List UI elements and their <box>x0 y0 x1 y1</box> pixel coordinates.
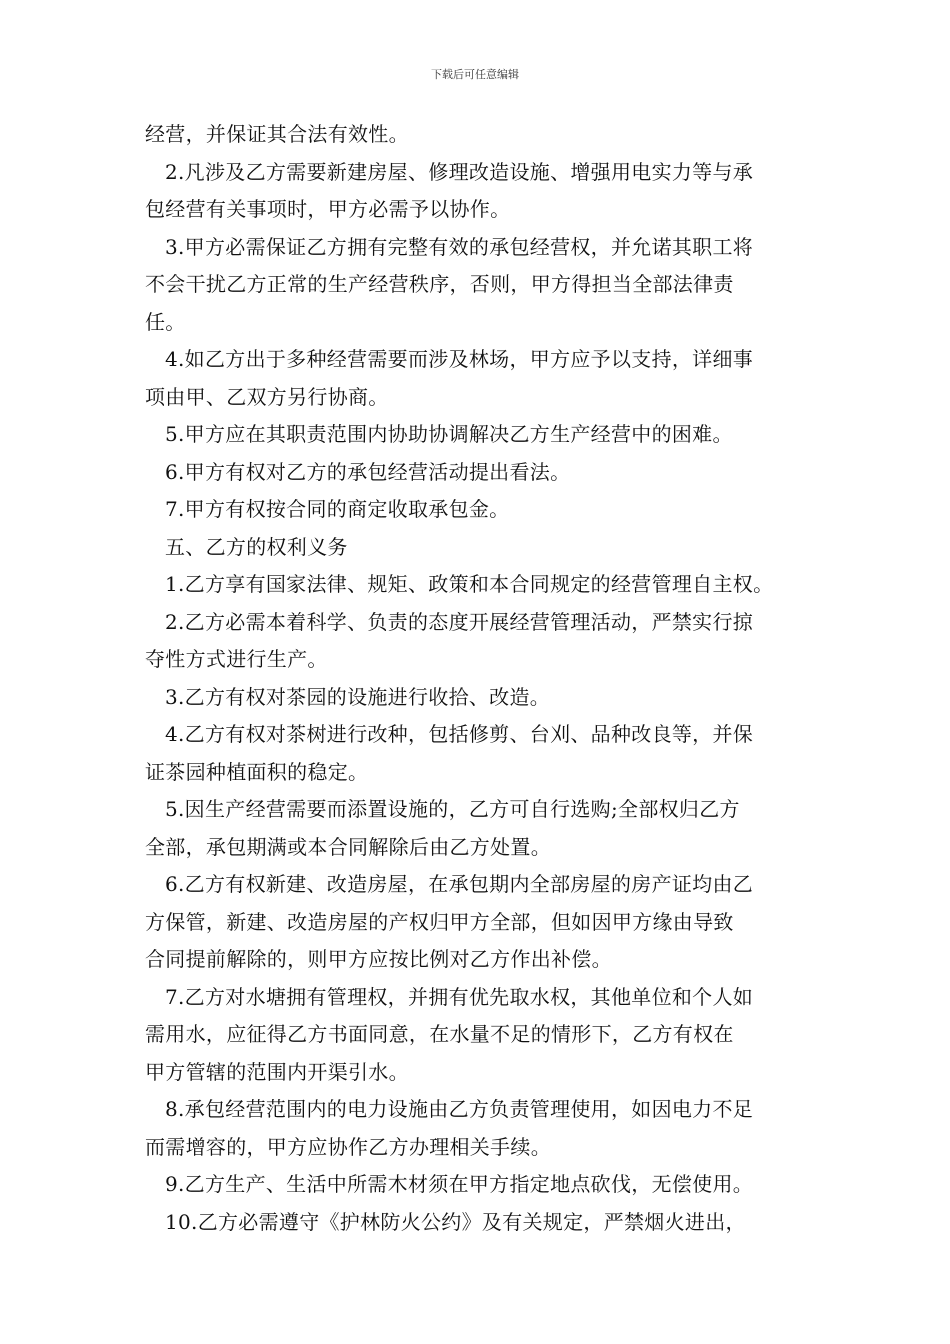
text-line: 6.乙方有权新建、改造房屋，在承包期内全部房屋的房产证均由乙 <box>165 872 754 896</box>
text-line: 合同提前解除的，则甲方应按比例对乙方作出补偿。 <box>145 947 612 971</box>
text-line: 6.甲方有权对乙方的承包经营活动提出看法。 <box>165 459 571 484</box>
text-line: 经营，并保证其合法有效性。 <box>145 122 409 146</box>
text-line: 8.承包经营范围内的电力设施由乙方负责管理使用，如因电力不足 <box>165 1097 754 1121</box>
text-line: 1.乙方享有国家法律、规矩、政策和本合同规定的经营管理自主权。 <box>165 572 774 596</box>
text-line: 甲方管辖的范围内开渠引水。 <box>145 1059 409 1084</box>
text-line: 10.乙方必需遵守《护林防火公约》及有关规定，严禁烟火进出， <box>165 1209 746 1234</box>
text-line: 而需增容的，甲方应协作乙方办理相关手续。 <box>145 1134 551 1159</box>
text-line: 夺性方式进行生产。 <box>145 647 328 671</box>
text-line: 2.乙方必需本着科学、负责的态度开展经营管理活动，严禁实行掠 <box>165 609 754 634</box>
text-line: 2.凡涉及乙方需要新建房屋、修理改造设施、增强用电实力等与承 <box>165 159 754 184</box>
text-line: 4.乙方有权对茶树进行改种，包括修剪、台刈、品种改良等，并保 <box>165 722 754 746</box>
text-line: 5.甲方应在其职责范围内协助协调解决乙方生产经营中的困难。 <box>165 422 733 446</box>
text-line: 需用水，应征得乙方书面同意，在水量不足的情形下，乙方有权在 <box>145 1022 734 1046</box>
text-line: 7.甲方有权按合同的商定收取承包金。 <box>165 497 510 521</box>
text-line: 包经营有关事项时，甲方必需予以协作。 <box>145 197 511 221</box>
text-line: 全部，承包期满或本合同解除后由乙方处置。 <box>145 834 551 859</box>
text-line: 5.因生产经营需要而添置设施的，乙方可自行选购;全部权归乙方 <box>165 797 740 821</box>
text-line: 4.如乙方出于多种经营需要而涉及林场，甲方应予以支持，详细事 <box>165 347 754 371</box>
text-line: 项由甲、乙双方另行协商。 <box>145 384 389 409</box>
text-line: 3.甲方必需保证乙方拥有完整有效的承包经营权，并允诺其职工将 <box>165 234 754 259</box>
text-line: 五、乙方的权利义务 <box>165 534 348 559</box>
text-line: 方保管，新建、改造房屋的产权归甲方全部，但如因甲方缘由导致 <box>145 909 734 934</box>
text-line: 任。 <box>145 309 186 334</box>
page-header: 下载后可任意编辑 <box>431 68 519 81</box>
text-line: 不会干扰乙方正常的生产经营秩序，否则，甲方得担当全部法律责 <box>145 272 734 296</box>
document-body <box>145 116 820 1241</box>
text-line: 证茶园种植面积的稳定。 <box>145 759 369 784</box>
text-line: 7.乙方对水塘拥有管理权，并拥有优先取水权，其他单位和个人如 <box>165 984 754 1009</box>
text-line: 3.乙方有权对茶园的设施进行收拾、改造。 <box>165 684 551 709</box>
text-line: 9.乙方生产、生活中所需木材须在甲方指定地点砍伐，无偿使用。 <box>165 1172 754 1196</box>
